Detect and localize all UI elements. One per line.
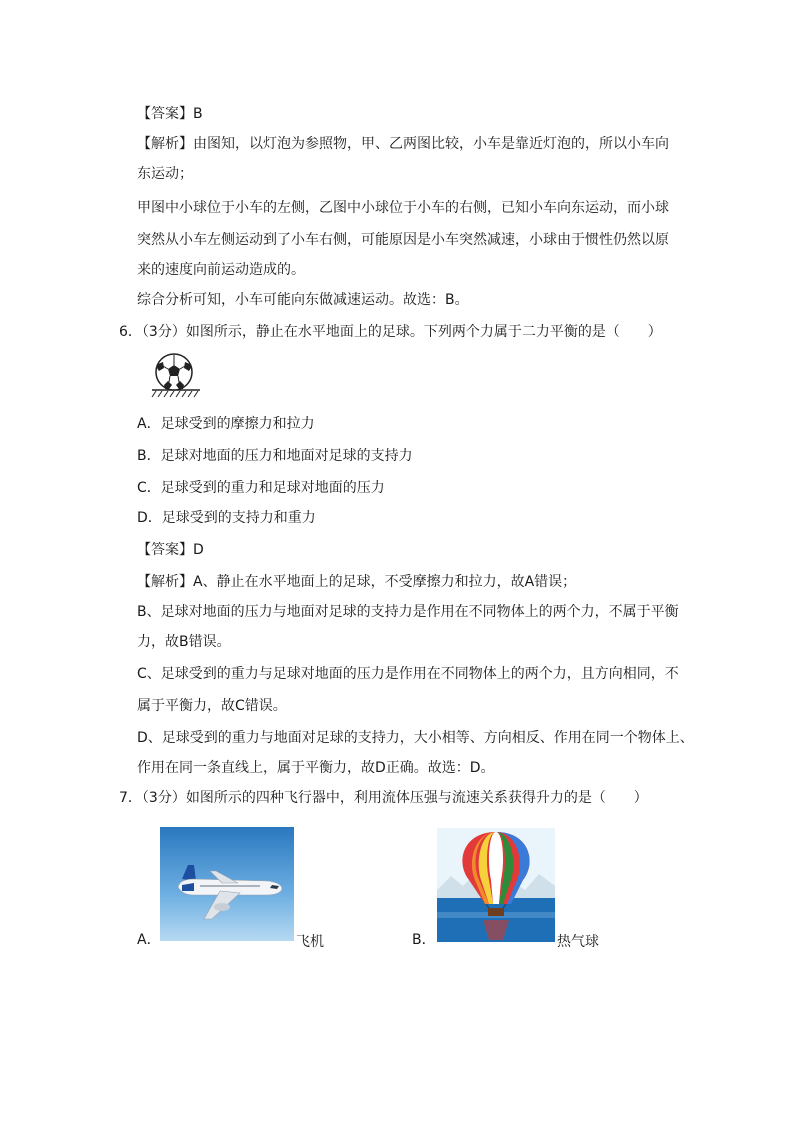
q5-analysis-line: 来的速度向前运动造成的。 [137, 262, 305, 278]
q6-option-d: D．足球受到的支持力和重力 [137, 510, 316, 526]
soccer-ball-figure [150, 352, 202, 398]
q7-option-b-letter: B． [412, 932, 436, 948]
q6-stem: 6．（3分）如图所示，静止在水平地面上的足球。下列两个力属于二力平衡的是（ ） [119, 324, 662, 340]
q5-analysis-line: 甲图中小球位于小车的左侧，乙图中小球位于小车的右侧，已知小车向东运动，而小球 [137, 200, 669, 216]
q5-analysis-line: 综合分析可知，小车可能向东做减速运动。故选：B。 [137, 292, 469, 308]
q7-option-a-label: 飞机 [296, 934, 324, 950]
q6-answer: 【答案】D [137, 542, 204, 558]
airplane-image [160, 827, 294, 941]
q6-option-a: A．足球受到的摩擦力和拉力 [137, 416, 315, 432]
q7-stem: 7．（3分）如图所示的四种飞行器中，利用流体压强与流速关系获得升力的是（ ） [119, 790, 648, 806]
q6-analysis-line: D、足球受到的重力与地面对足球的支持力，大小相等、方向相反、作用在同一个物体上、 [137, 730, 694, 746]
q5-analysis-line: 【解析】由图知，以灯泡为参照物，甲、乙两图比较，小车是靠近灯泡的，所以小车向 [137, 136, 669, 152]
soccer-ball-icon [156, 354, 192, 390]
q5-analysis-line: 突然从小车左侧运动到了小车右侧，可能原因是小车突然减速，小球由于惯性仍然以原 [137, 232, 669, 248]
q5-analysis-line: 东运动； [137, 166, 193, 182]
q7-option-a-letter: A． [137, 932, 161, 948]
ground-hatching [152, 390, 200, 397]
q6-analysis-line: B、足球对地面的压力与地面对足球的支持力是作用在不同物体上的两个力，不属于平衡 [137, 604, 679, 620]
q6-option-c: C．足球受到的重力和足球对地面的压力 [137, 480, 385, 496]
hot-air-balloon-image [437, 828, 555, 942]
q5-answer: 【答案】B [137, 106, 203, 122]
q6-analysis-line: 【解析】A、静止在水平地面上的足球，不受摩擦力和拉力，故A错误； [137, 574, 577, 590]
q6-analysis-line: C、足球受到的重力与足球对地面的压力是作用在不同物体上的两个力，且方向相同，不 [137, 666, 679, 682]
q6-option-b: B．足球对地面的压力和地面对足球的支持力 [137, 448, 413, 464]
q6-analysis-line: 力，故B错误。 [137, 634, 231, 650]
q7-option-b-label: 热气球 [557, 934, 599, 950]
q6-analysis-line: 作用在同一条直线上，属于平衡力，故D正确。故选：D。 [137, 760, 495, 776]
q6-analysis-line: 属于平衡力，故C错误。 [137, 698, 287, 714]
